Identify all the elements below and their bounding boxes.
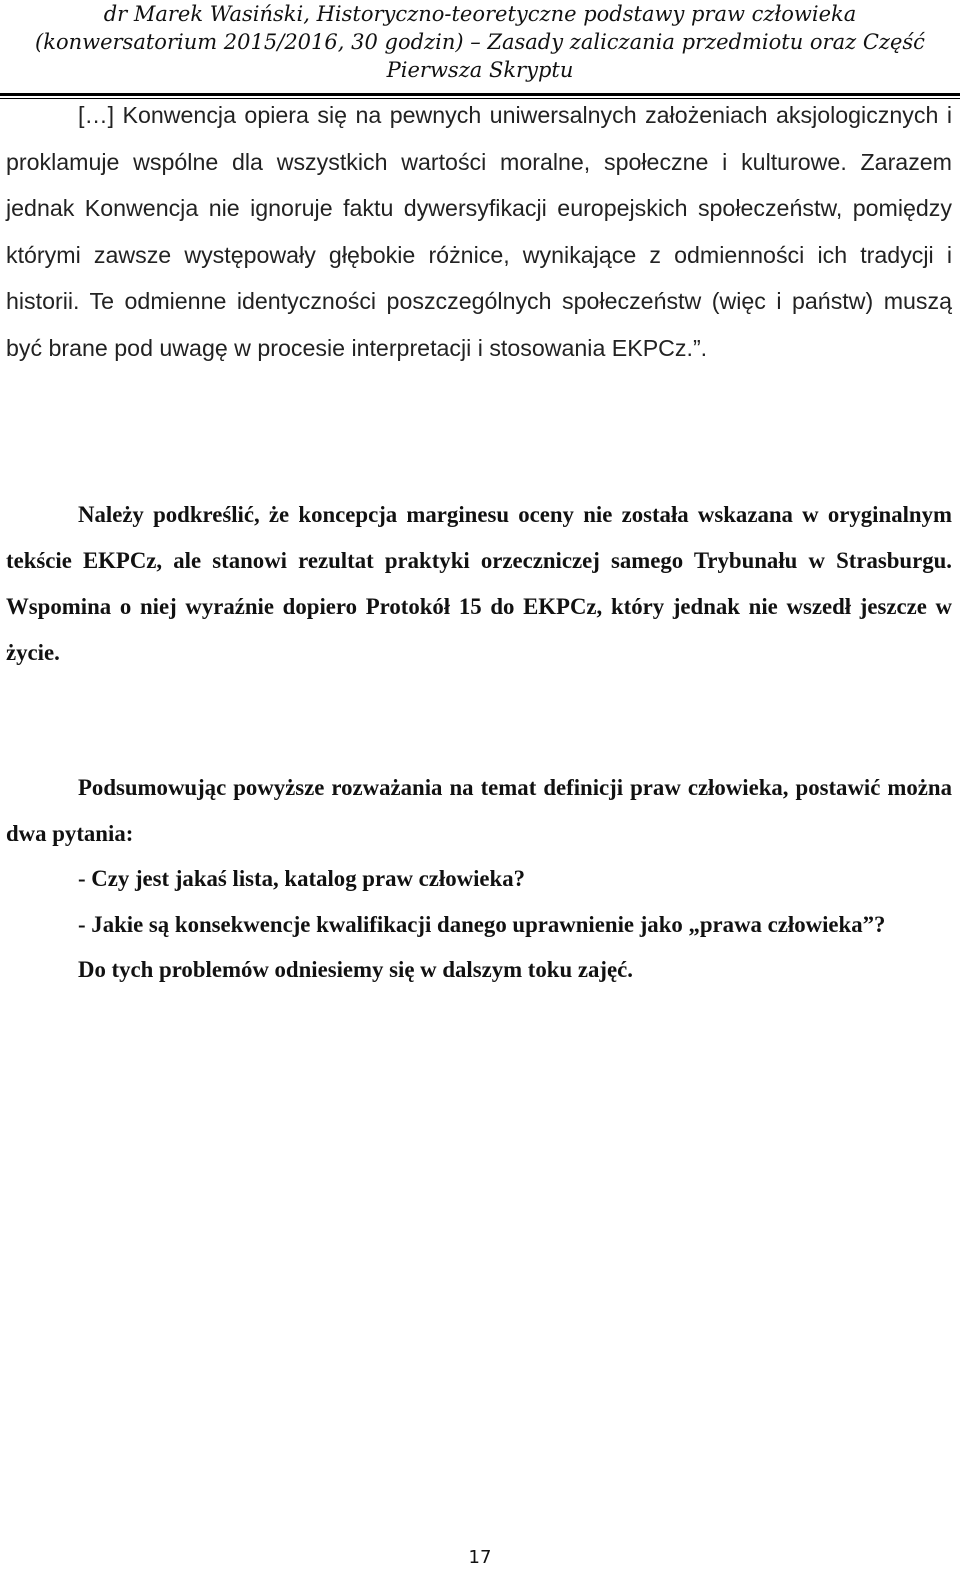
page-header [0,0,960,98]
margin-of-appreciation-paragraph: Należy podkreślić, że koncepcja marginesu oceny nie została wskazana w oryginalnym tekście EKPCz, ale stanowi rezultat praktyki orzeczniczej samego Trybunału w Strasburgu. Wspomina o niej wyraźnie dopiero Protokół 15 do EKPCz, który jednak nie wszedł jeszcze w życie. [6,502,952,665]
summary-intro: Podsumowując powyższe rozważania na temat definicji praw człowieka, postawić można dwa pytania: [6,775,952,846]
summary-section [6,765,952,993]
header-line-1: dr Marek Wasiński, Historyczno-teoretyczne podstawy praw człowieka [103,2,857,26]
page-number: 17 [468,1547,492,1568]
question-2: - Jakie są konsekwencje kwalifikacji danego uprawnienie jako „prawa człowieka”? [78,911,886,937]
question-1: - Czy jest jakaś lista, katalog praw człowieka? [78,866,526,891]
header-line-3: Pierwsza Skryptu [386,58,574,82]
closing-sentence: Do tych problemów odniesiemy się w dalszym toku zajęć. [78,957,633,982]
quote-paragraph: […] Konwencja opiera się na pewnych uniwersalnych założeniach aksjologicznych i proklamuje wspólne dla wszystkich wartości moralne, społeczne i kulturowe. Zarazem jednak Konwencja nie ignoruje faktu dywersyfikacji europejskich społeczeństw, pomiędzy którymi zawsze występowały głębokie różnice, wynikające z odmienności ich tradycji i historii. Te odmienne identyczności poszczególnych społeczeństw (więc i państw) muszą być brane pod uwagę w procesie interpretacji i stosowania EKPCz.”. [6,102,952,361]
header-line-2: (konwersatorium 2015/2016, 30 godzin) – Zasady zaliczania przedmiotu oraz Część [35,30,925,54]
